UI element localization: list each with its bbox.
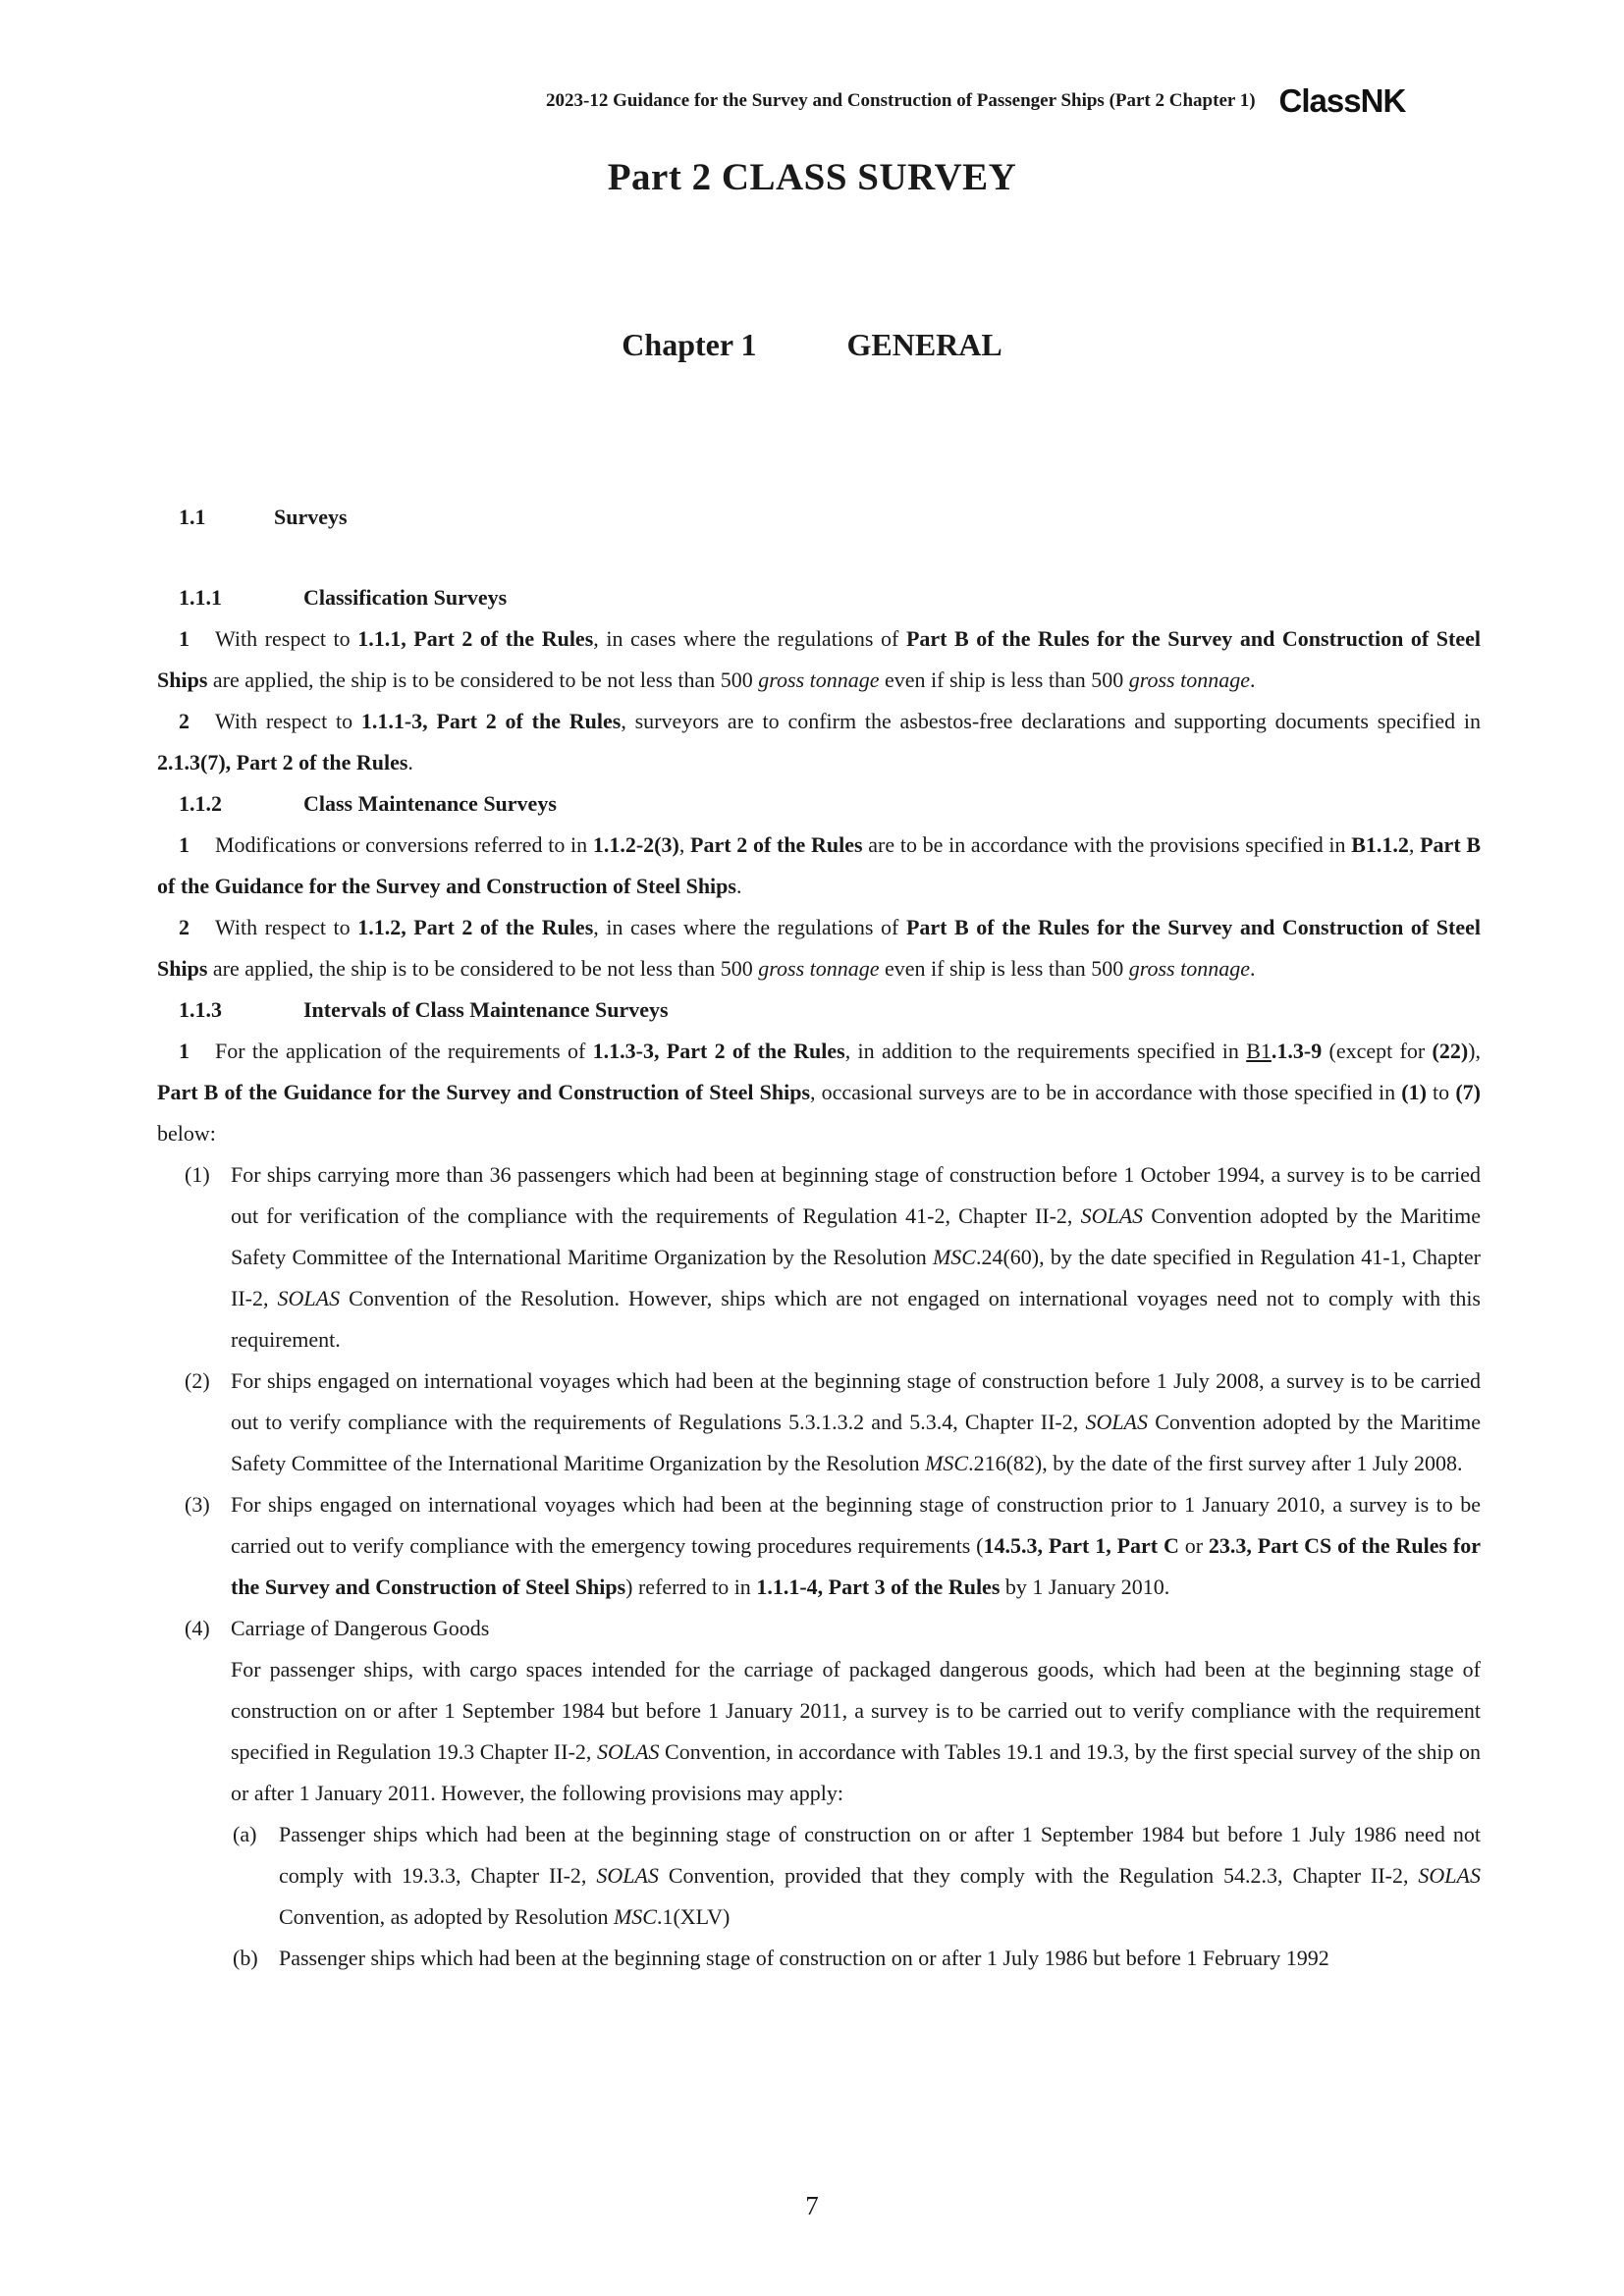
text: .1(XLV)	[656, 1904, 731, 1929]
paragraph-number: 2	[179, 915, 189, 939]
text: by 1 January 2010.	[1000, 1575, 1170, 1599]
rule-reference: Part B of the Guidance for the Survey and Construction of Steel Ships	[157, 1080, 811, 1104]
text: ) referred to in	[625, 1575, 757, 1599]
list-item-4	[157, 1608, 1481, 1649]
text: ),	[1468, 1039, 1481, 1063]
text: Convention, in accordance with Tables 19.1 and 19.3, by the first special survey of the ship on or after 1 January 2011. However, the following provisions may apply:	[231, 1739, 1481, 1805]
rule-reference: 14.5.3, Part 1, Part C	[983, 1533, 1179, 1558]
convention-name: SOLAS	[1418, 1863, 1481, 1888]
defined-term: gross tonnage	[1128, 956, 1250, 981]
subsection-number: 1.1.2	[179, 791, 222, 816]
text: .	[407, 750, 413, 774]
sub-list-item-a	[157, 1814, 1481, 1938]
subsection-heading-1-1-1	[179, 577, 1481, 618]
underlined-reference: B1	[1246, 1039, 1272, 1063]
section-title: Surveys	[274, 505, 348, 529]
rule-reference: (7)	[1455, 1080, 1481, 1104]
chapter-label: Chapter 1	[622, 327, 757, 362]
paragraph-1-1-2-2	[157, 907, 1481, 989]
rule-reference: 1.1.2-2(3)	[592, 832, 679, 857]
defined-term: gross tonnage	[758, 956, 880, 981]
list-marker: (1)	[185, 1162, 210, 1187]
list-marker: (b)	[233, 1946, 258, 1970]
paragraph-1-1-2-1	[157, 825, 1481, 907]
subsection-number: 1.1.3	[179, 997, 222, 1022]
rule-reference: 1.1.3-3, Part 2 of the Rules	[592, 1039, 845, 1063]
text: even if ship is less than 500	[879, 667, 1129, 692]
paragraph-number: 1	[179, 626, 189, 651]
rule-reference: Part B of the Rules for the Survey and Construction of Steel Ships	[157, 626, 1482, 692]
text: .	[1249, 667, 1256, 692]
text: (except for	[1322, 1039, 1433, 1063]
convention-name: SOLAS	[596, 1739, 660, 1764]
convention-name: SOLAS	[1085, 1410, 1148, 1434]
list-item-3	[157, 1484, 1481, 1608]
text: For ships engaged on international voyages which had been at the beginning stage of construction prior to 1 January 2010, a survey is to be carried out to verify compliance with the emergency towing procedures requirements (	[231, 1492, 1481, 1558]
subsection-title: Classification Surveys	[303, 585, 508, 610]
list-marker: (4)	[185, 1616, 210, 1640]
subsection-heading-1-1-2	[179, 783, 1481, 825]
resolution-code: MSC	[932, 1245, 976, 1269]
text: are to be in accordance with the provisions specified in	[862, 832, 1352, 857]
list-item-2	[157, 1361, 1481, 1484]
subsection-number: 1.1.1	[179, 585, 222, 610]
convention-name: SOLAS	[277, 1286, 341, 1310]
rule-reference: (22)	[1432, 1039, 1469, 1063]
text: With respect to	[215, 915, 358, 939]
rule-reference: B1.1.2	[1351, 832, 1409, 857]
text: ,	[678, 832, 691, 857]
text: , surveyors are to confirm the asbestos-free declarations and supporting documents specified in	[621, 709, 1482, 733]
resolution-code: MSC	[613, 1904, 657, 1929]
text: , in cases where the regulations of	[593, 626, 906, 651]
text: For passenger ships, with cargo spaces intended for the carriage of packaged dangerous goods, which had been at the beginning stage of construction on or after 1 September 1984 but before 1 January 2011, a survey is to be carried out to verify compliance with the requirement specified in Regulation 19.3 Chapter II-2,	[231, 1657, 1481, 1764]
paragraph-1-1-3-1	[157, 1031, 1481, 1154]
text: Convention, provided that they comply with the Regulation 54.2.3, Chapter II-2,	[658, 1863, 1419, 1888]
text: .	[1249, 956, 1256, 981]
text: .24(60), by the date specified in Regulation 41-1, Chapter II-2,	[231, 1245, 1481, 1310]
rule-reference: .1.3-9	[1271, 1039, 1323, 1063]
text: even if ship is less than 500	[879, 956, 1129, 981]
subsection-heading-1-1-3	[179, 989, 1481, 1031]
rule-reference: 1.1.1-4, Part 3 of the Rules	[756, 1575, 1001, 1599]
paragraph-1-1-1-1	[157, 618, 1481, 701]
rule-reference: 1.1.1, Part 2 of the Rules	[357, 626, 594, 651]
subsection-title: Intervals of Class Maintenance Surveys	[303, 997, 669, 1022]
paragraph-number: 1	[179, 1039, 189, 1063]
body-content	[157, 497, 1481, 1979]
paragraph-number: 2	[179, 709, 189, 733]
paragraph-number: 1	[179, 832, 189, 857]
text: below:	[157, 1121, 216, 1146]
list-marker: (2)	[185, 1368, 210, 1393]
text: , occasional surveys are to be in accordance with those specified in	[810, 1080, 1402, 1104]
text: With respect to	[215, 709, 361, 733]
convention-name: SOLAS	[596, 1863, 659, 1888]
rule-reference: 23.3, Part CS of the Rules for the Survey and Construction of Steel Ships	[231, 1533, 1482, 1599]
text: or	[1178, 1533, 1209, 1558]
convention-name: SOLAS	[1080, 1203, 1144, 1228]
running-header	[546, 82, 1479, 120]
text: , in cases where the regulations of	[593, 915, 906, 939]
subsection-title: Class Maintenance Surveys	[303, 791, 557, 816]
text: Convention adopted by the Maritime Safety Committee of the International Maritime Organization by the Resolution	[231, 1410, 1481, 1475]
list-item-1	[157, 1154, 1481, 1361]
rule-reference: (1)	[1401, 1080, 1427, 1104]
text: , in addition to the requirements specified in	[844, 1039, 1247, 1063]
text: to	[1426, 1080, 1456, 1104]
text: ,	[1408, 832, 1421, 857]
text: Convention of the Resolution. However, ships which are not engaged on international voyages need not to comply with this requirement.	[231, 1286, 1481, 1352]
rule-reference: 1.1.2, Part 2 of the Rules	[357, 915, 594, 939]
text: For the application of the requirements of	[215, 1039, 593, 1063]
text: Modifications or conversions referred to in	[215, 832, 593, 857]
text: For ships carrying more than 36 passengers which had been at beginning stage of construction before 1 October 1994, a survey is to be carried out for verification of the compliance with the requirements of Regulation 41-2, Chapter II-2,	[231, 1162, 1481, 1228]
list-item-4-body	[157, 1649, 1481, 1814]
rule-reference: 2.1.3(7), Part 2 of the Rules	[157, 750, 408, 774]
rule-reference: 1.1.1-3, Part 2 of the Rules	[360, 709, 622, 733]
list-marker: (3)	[185, 1492, 210, 1517]
text: Convention adopted by the Maritime Safety Committee of the International Maritime Organization by the Resolution	[231, 1203, 1481, 1269]
section-heading	[179, 497, 1481, 538]
rule-reference: Part 2 of the Rules	[690, 832, 863, 857]
text: Convention, as adopted by Resolution	[279, 1904, 614, 1929]
header-title: 2023-12 Guidance for the Survey and Construction of Passenger Ships (Part 2 Chapter 1)	[546, 90, 1256, 111]
chapter-title	[0, 327, 1624, 363]
text: With respect to	[215, 626, 358, 651]
rule-reference: Part B of the Guidance for the Survey and Construction of Steel Ships	[157, 832, 1482, 898]
text: are applied, the ship is to be considered to be not less than 500	[207, 667, 759, 692]
text: are applied, the ship is to be considered to be not less than 500	[207, 956, 759, 981]
page-number: 7	[805, 2191, 819, 2220]
defined-term: gross tonnage	[758, 667, 880, 692]
classnk-logo: ClassNK	[1278, 82, 1406, 119]
sub-list-item-b	[157, 1938, 1481, 1979]
text: .	[735, 874, 742, 898]
list-item-heading: Carriage of Dangerous Goods	[231, 1616, 490, 1640]
text: Passenger ships which had been at the beginning stage of construction on or after 1 July 1986 but before 1 February 1992	[279, 1946, 1329, 1970]
chapter-name: GENERAL	[846, 327, 1002, 362]
part-title: Part 2 CLASS SURVEY	[607, 156, 1017, 198]
defined-term: gross tonnage	[1128, 667, 1250, 692]
text: For ships engaged on international voyages which had been at the beginning stage of construction before 1 July 2008, a survey is to be carried out to verify compliance with the requirements of Regulations 5.3.1.3.2 and 5.3.4, Chapter II-2,	[231, 1368, 1481, 1434]
text: Passenger ships which had been at the beginning stage of construction on or after 1 September 1984 but before 1 July 1986 need not comply with 19.3.3, Chapter II-2,	[279, 1822, 1481, 1888]
rule-reference: Part B of the Rules for the Survey and Construction of Steel Ships	[157, 915, 1482, 981]
paragraph-1-1-1-2	[157, 701, 1481, 783]
list-marker: (a)	[233, 1822, 257, 1846]
text: .216(82), by the date of the first survey after 1 July 2008.	[968, 1451, 1463, 1475]
resolution-code: MSC	[925, 1451, 969, 1475]
section-number: 1.1	[179, 505, 206, 529]
